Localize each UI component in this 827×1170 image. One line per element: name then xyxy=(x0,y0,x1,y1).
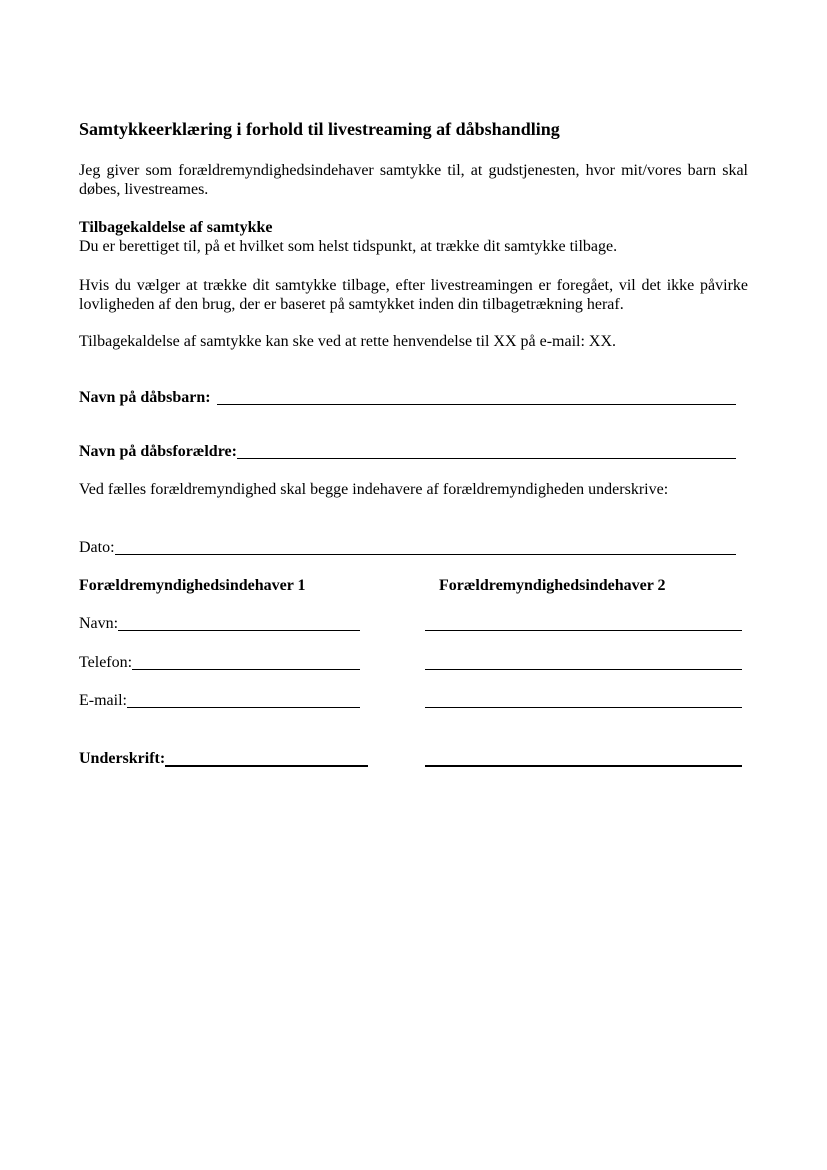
revocation-body: Du er berettiget til, på et hvilket som helst tidspunkt, at trække dit samtykke tilbage. xyxy=(79,238,618,255)
holder1-signature-blank[interactable] xyxy=(165,749,368,767)
field-date xyxy=(79,538,748,557)
signers-signature-row xyxy=(79,749,748,768)
signers-name-row xyxy=(79,614,748,633)
signers-headers xyxy=(79,576,748,595)
revocation-contact-line: Tilbagekaldelse af samtykke kan ske ved at rette henvendelse til XX på e-mail: XX. xyxy=(79,333,617,350)
holder1-heading: Forældremyndighedsindehaver 1 xyxy=(79,577,306,594)
signature-label: Underskrift: xyxy=(79,750,166,767)
holder1-name-blank[interactable] xyxy=(118,614,360,631)
child-name-label: Navn på dåbsbarn: xyxy=(79,389,211,406)
parents-name-label: Navn på dåbsforældre: xyxy=(79,443,237,460)
joint-custody-note: Ved fælles forældremyndighed skal begge indehavere af forældremyndigheden underskrive: xyxy=(79,481,669,498)
date-label: Dato: xyxy=(79,539,115,556)
holder2-phone-blank[interactable] xyxy=(425,653,742,670)
date-blank[interactable] xyxy=(115,538,736,555)
signers-email-row xyxy=(79,691,748,710)
holder2-heading: Forældremyndighedsindehaver 2 xyxy=(439,577,666,594)
name-label: Navn: xyxy=(79,615,119,632)
field-child-name xyxy=(79,388,748,407)
revocation-after-paragraph: Hvis du vælger at trække dit samtykke tilbage, efter livestreamingen er foregået, vil det ikke påvirke lovligheden af den brug, der er baseret på samtykket inden din tilbagetrækning heraf. xyxy=(79,277,748,313)
holder2-email-blank[interactable] xyxy=(425,691,742,708)
phone-label: Telefon: xyxy=(79,654,133,671)
holder2-signature-blank[interactable] xyxy=(425,749,742,767)
document-title: Samtykkeerklæring i forhold til livestreaming af dåbshandling xyxy=(79,119,560,139)
field-parents-name xyxy=(79,442,748,461)
parents-name-blank[interactable] xyxy=(237,442,736,459)
revocation-heading: Tilbagekaldelse af samtykke xyxy=(79,219,273,236)
intro-paragraph: Jeg giver som forældremyndighedsindehaver samtykke til, at gudstjenesten, hvor mit/vores barn skal døbes, livestreames. xyxy=(79,162,748,198)
signers-phone-row xyxy=(79,653,748,672)
holder2-name-blank[interactable] xyxy=(425,614,742,631)
email-label: E-mail: xyxy=(79,692,127,709)
holder1-phone-blank[interactable] xyxy=(132,653,360,670)
child-name-blank[interactable] xyxy=(217,388,736,405)
revocation-section xyxy=(79,218,748,256)
holder1-email-blank[interactable] xyxy=(127,691,360,708)
